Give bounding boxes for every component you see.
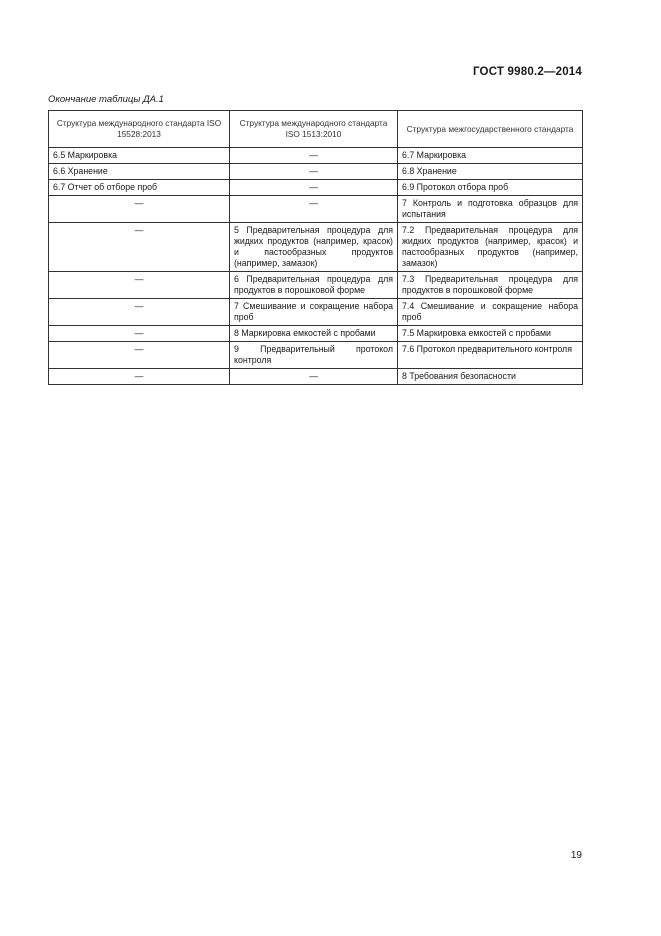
table-cell: — [49,326,230,342]
table-caption: Окончание таблицы ДА.1 [48,94,164,105]
table-row [49,164,583,180]
table-cell: 6.8 Хранение [398,164,583,180]
table-row [49,180,583,196]
column-header-iso-1513: Структура международного стандарта ISO 1513:2010 [230,111,398,148]
column-header-interstate-standard: Структура межгосударственного стандарта [398,111,583,148]
table-cell: — [230,164,398,180]
table-cell: 8 Требования безопасности [398,369,583,385]
table-row [49,272,583,299]
table-cell: — [49,342,230,369]
document-code: ГОСТ 9980.2—2014 [472,66,582,78]
table-cell: — [49,369,230,385]
table-cell: 6.9 Протокол отбора проб [398,180,583,196]
table-cell: — [230,196,398,223]
table-cell: — [49,299,230,326]
table-cell: — [49,223,230,272]
table-cell: — [49,196,230,223]
table-cell: — [49,272,230,299]
table-cell: 6.7 Маркировка [398,148,583,164]
table-cell: 8 Маркировка емкостей с пробами [230,326,398,342]
table-cell: 7.5 Маркировка емкостей с пробами [398,326,583,342]
table-cell: — [230,148,398,164]
table-cell: — [230,369,398,385]
structure-comparison-table [48,110,583,385]
table-row [49,148,583,164]
table-cell: 9 Предварительный протокол контроля [230,342,398,369]
table-cell: — [230,180,398,196]
table-cell: 5 Предварительная процедура для жидких продуктов (например, красок) и пастообразных продуктов (например, замазок) [230,223,398,272]
table-header-row [49,111,583,148]
table-cell: 7 Смешивание и сокращение набора проб [230,299,398,326]
table-cell: 7.3 Предварительная процедура для продуктов в порошковой форме [398,272,583,299]
table-cell: 6.6 Хранение [49,164,230,180]
table-cell: 6.5 Маркировка [49,148,230,164]
table-row [49,299,583,326]
table-row [49,342,583,369]
table-cell: 6.7 Отчет об отборе проб [49,180,230,196]
table-row [49,223,583,272]
table-cell: 7 Контроль и подготовка образцов для испытания [398,196,583,223]
table-row [49,326,583,342]
column-header-iso-15528: Структура международного стандарта ISO 15528:2013 [49,111,230,148]
table-cell: 7.4 Смешивание и сокращение набора проб [398,299,583,326]
page-number: 19 [570,850,582,861]
table-cell: 6 Предварительная процедура для продуктов в порошковой форме [230,272,398,299]
table-row [49,369,583,385]
table-row [49,196,583,223]
table-cell: 7.2 Предварительная процедура для жидких продуктов (например, красок) и пастообразных продуктов (например, замазок) [398,223,583,272]
table-cell: 7.6 Протокол предварительного контроля [398,342,583,369]
